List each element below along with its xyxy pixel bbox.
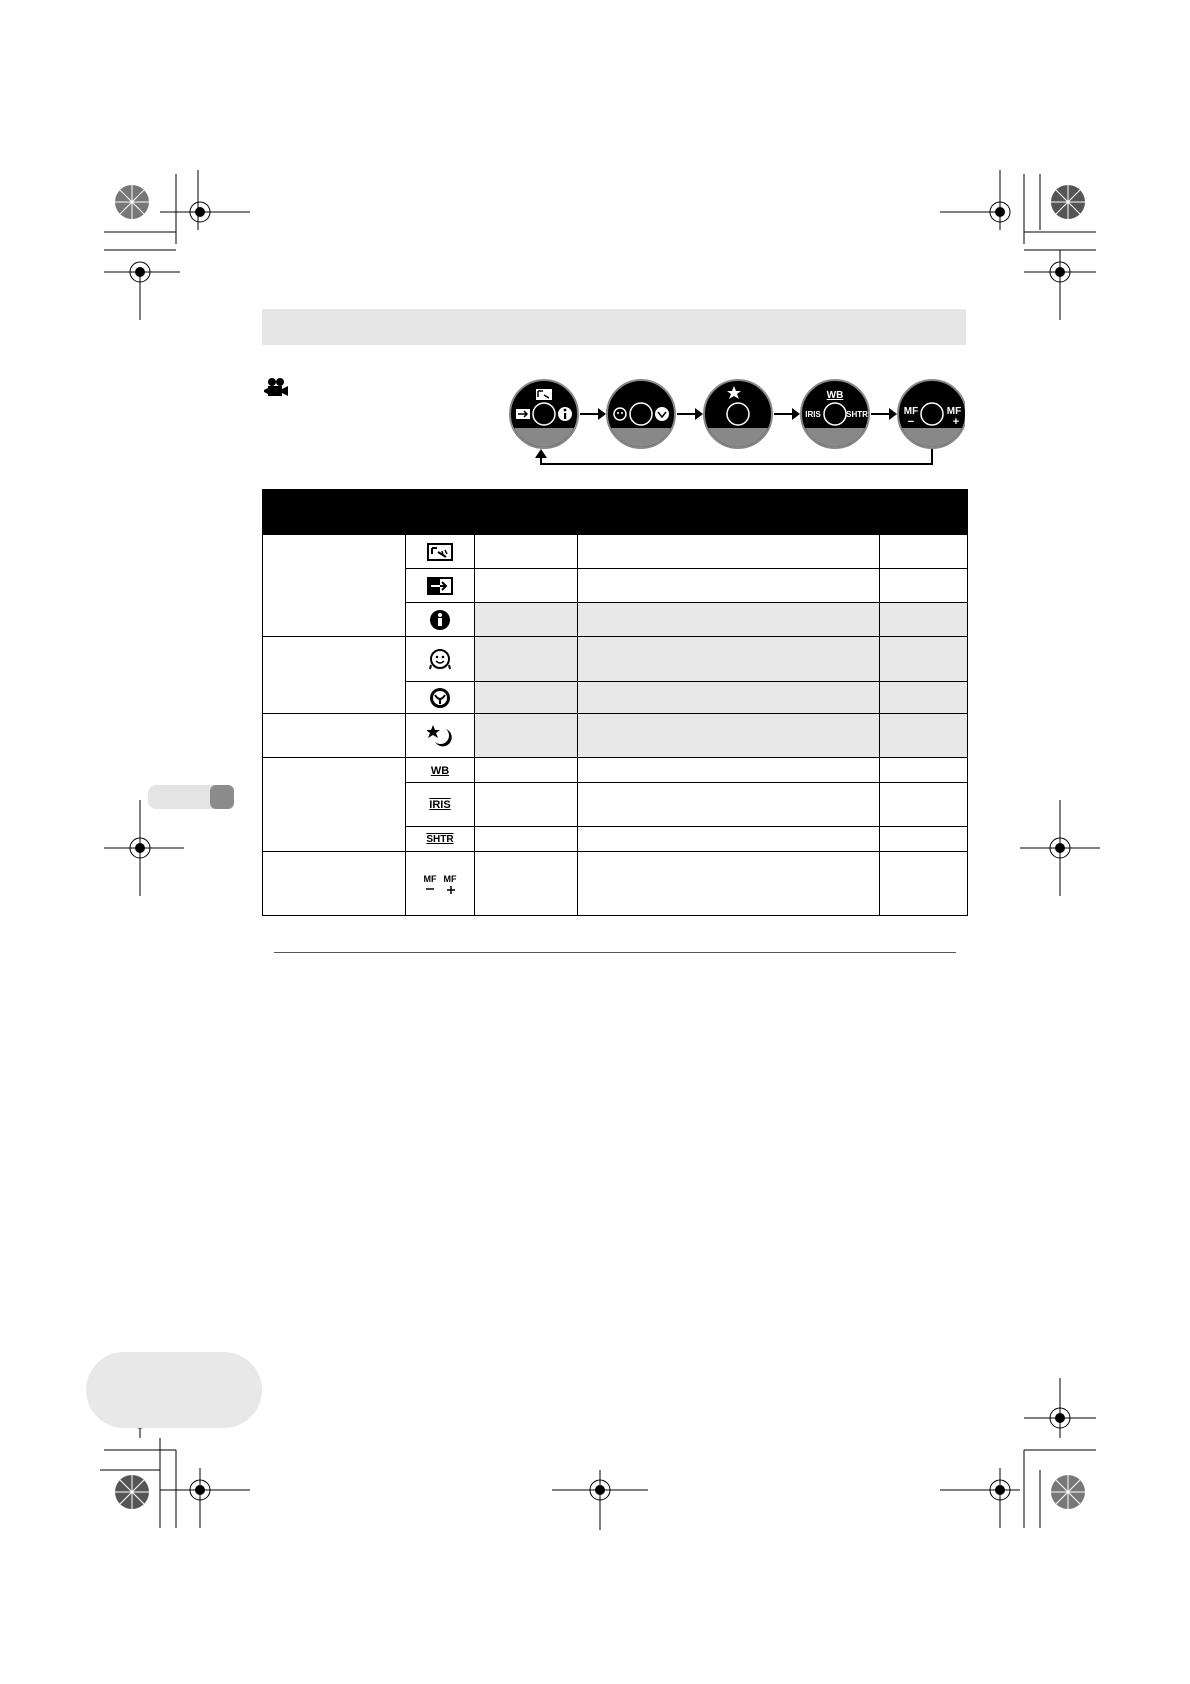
flow-arrow (677, 408, 703, 420)
dial-iris-label: IRIS (805, 410, 821, 419)
section-header-banner (262, 309, 966, 345)
dial-5 (898, 380, 965, 450)
flow-arrow (871, 408, 897, 420)
group-cell (263, 758, 406, 852)
dial-wb-label: WB (826, 390, 844, 401)
backlight-compensation-icon (427, 543, 453, 561)
group-cell (263, 852, 406, 916)
footer-divider (274, 952, 956, 953)
dial-mf-minus-label: MF (903, 406, 919, 417)
dial-plus-sign: + (952, 416, 960, 428)
header-cell-description (578, 490, 880, 535)
crosshair-bottom-center-icon (550, 1460, 650, 1530)
group-cell (263, 637, 406, 714)
crosshair-left-icon (100, 800, 190, 900)
header-cell-item (263, 490, 475, 535)
table-row (263, 637, 968, 682)
icon-cell (406, 783, 475, 827)
manual-focus-icon (422, 872, 458, 896)
icon-cell (406, 852, 475, 916)
svg-text:MF: MF (443, 873, 457, 884)
chapter-index-tab (148, 785, 234, 809)
icon-cell (406, 827, 475, 852)
header-cell-icon-name (475, 490, 578, 535)
registration-target-icon (100, 170, 270, 330)
chapter-index-marker (210, 785, 234, 809)
low-light-icon (427, 724, 453, 748)
macro-icon (429, 687, 451, 709)
group-cell (263, 714, 406, 758)
dial-shtr-label: SHTR (846, 410, 868, 419)
icon-cell (406, 535, 475, 569)
header-cell-page (880, 490, 968, 535)
registration-target-icon (940, 170, 1100, 330)
icon-cell (406, 714, 475, 758)
crop-mark-bottom-right (940, 1378, 1100, 1538)
crosshair-right-icon (1020, 800, 1110, 900)
table-header-row (263, 490, 968, 535)
white-balance-icon: WB (430, 764, 450, 777)
operation-icon-flow-diagram (505, 375, 965, 475)
face-detection-icon (428, 647, 452, 671)
table-row (263, 852, 968, 916)
function-table (262, 489, 968, 916)
table-row (263, 535, 968, 569)
flow-arrow (774, 408, 800, 420)
shutter-speed-icon: SHTR (426, 834, 454, 846)
movie-camera-icon (264, 377, 288, 397)
icon-cell (406, 603, 475, 637)
return-arrow (535, 449, 932, 464)
icon-cell (406, 637, 475, 682)
page-number-pill (86, 1352, 262, 1428)
icon-cell (406, 569, 475, 603)
svg-text:MF: MF (423, 873, 437, 884)
fade-icon (426, 576, 454, 596)
dial-minus-sign: − (907, 416, 915, 428)
icon-cell (406, 682, 475, 714)
dial-3 (704, 380, 772, 450)
dial-mf-plus-label: MF (946, 406, 962, 417)
dial-2 (607, 380, 675, 450)
iris-icon: IRIS (429, 799, 451, 812)
dial-1 (510, 380, 578, 450)
table-row (263, 758, 968, 783)
intelligent-contrast-icon (429, 609, 451, 631)
group-cell (263, 535, 406, 637)
table-row (263, 714, 968, 758)
icon-cell (406, 758, 475, 783)
flow-arrow (580, 408, 606, 420)
dial-4 (801, 380, 869, 450)
